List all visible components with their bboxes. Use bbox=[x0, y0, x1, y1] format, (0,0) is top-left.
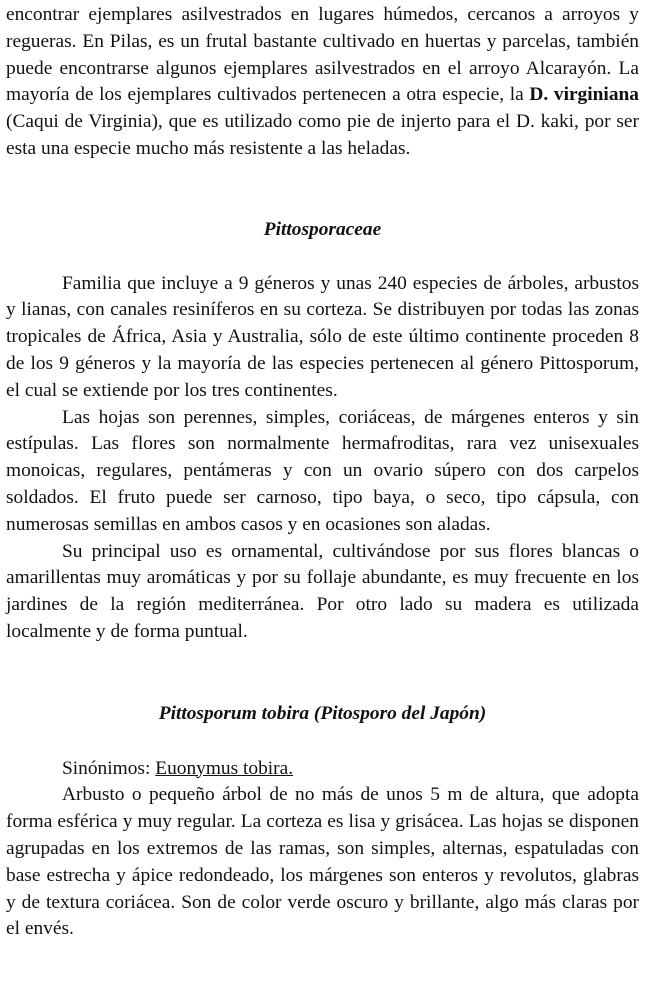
synonyms-label: Sinónimos: bbox=[62, 757, 156, 779]
spacer bbox=[6, 728, 639, 756]
paragraph-text: encontrar ejemplares asilvestrados en lugares húmedos, cercanos a arroyos y regueras. En Pilas, es un frutal bastante cultivado en huertas y parcelas, también puede encontrarse algunos ejemplares asilvestrados en el arroyo Alcarayón. La mayoría de los ejemplares cultivados pertenecen a otra especie, la bbox=[6, 4, 639, 106]
paragraph-leaves-flowers: Las hojas son perennes, simples, coriáceas, de márgenes enteros y sin estípulas. Las flores son normalmente hermafroditas, rara vez unisexuales monoicas, regulares, pentámeras y con un ovario súpero con dos carpelos soldados. El fruto puede ser carnoso, tipo baya, o seco, tipo cápsula, con numerosas semillas en ambos casos y en ocasiones son aladas. bbox=[6, 406, 639, 535]
paragraph-species-description: Arbusto o pequeño árbol de no más de unos 5 m de altura, que adopta forma esférica y muy regular. La corteza es lisa y grisácea. Las hojas se disponen agrupadas en los extremos de las ramas, son simples, alternas, espatuladas con base estrecha y ápice redondeado, los márgenes son enteros y revolutos, glabras y de textura coriácea. Son de color verde oscuro y brillante, algo más claras por el envés. bbox=[6, 784, 639, 940]
paragraph-text: (Caqui de Virginia), que es utilizado como pie de injerto para el D. kaki, por ser esta una especie mucho más resistente a las heladas. bbox=[6, 111, 639, 159]
section-heading-pittosporaceae: Pittosporaceae bbox=[263, 218, 382, 240]
synonyms-value: Euonymus tobira. bbox=[155, 757, 294, 779]
paragraph-family-description: Familia que incluye a 9 géneros y unas 240 especies de árboles, arbustos y lianas, con canales resiníferos en su corteza. Se distribuyen por todas las zonas tropicales de África, Asia y Australia, sólo de este último continente proceden 8 de los 9 géneros y la mayoría de las especies pertenecen al género Pittosporum, el cual se extiende por los tres continentes. bbox=[6, 272, 639, 401]
species-name-bold: D. virginiana bbox=[529, 84, 639, 106]
paragraph-uses: Su principal uso es ornamental, cultivándose por sus flores blancas o amarillentas muy aromáticas y por su follaje abundante, es muy frecuente en los jardines de la región mediterránea. Por otro lado su madera es utilizada localmente y de forma puntual. bbox=[6, 540, 639, 642]
synonyms-line bbox=[6, 756, 639, 783]
section-heading-pittosporum-tobira: Pittosporum tobira (Pitosporo del Japón) bbox=[158, 702, 487, 724]
spacer bbox=[6, 646, 639, 701]
spacer bbox=[6, 244, 639, 271]
spacer bbox=[6, 163, 639, 217]
document-page bbox=[6, 2, 639, 943]
paragraph-diospyros-continued bbox=[6, 2, 639, 163]
